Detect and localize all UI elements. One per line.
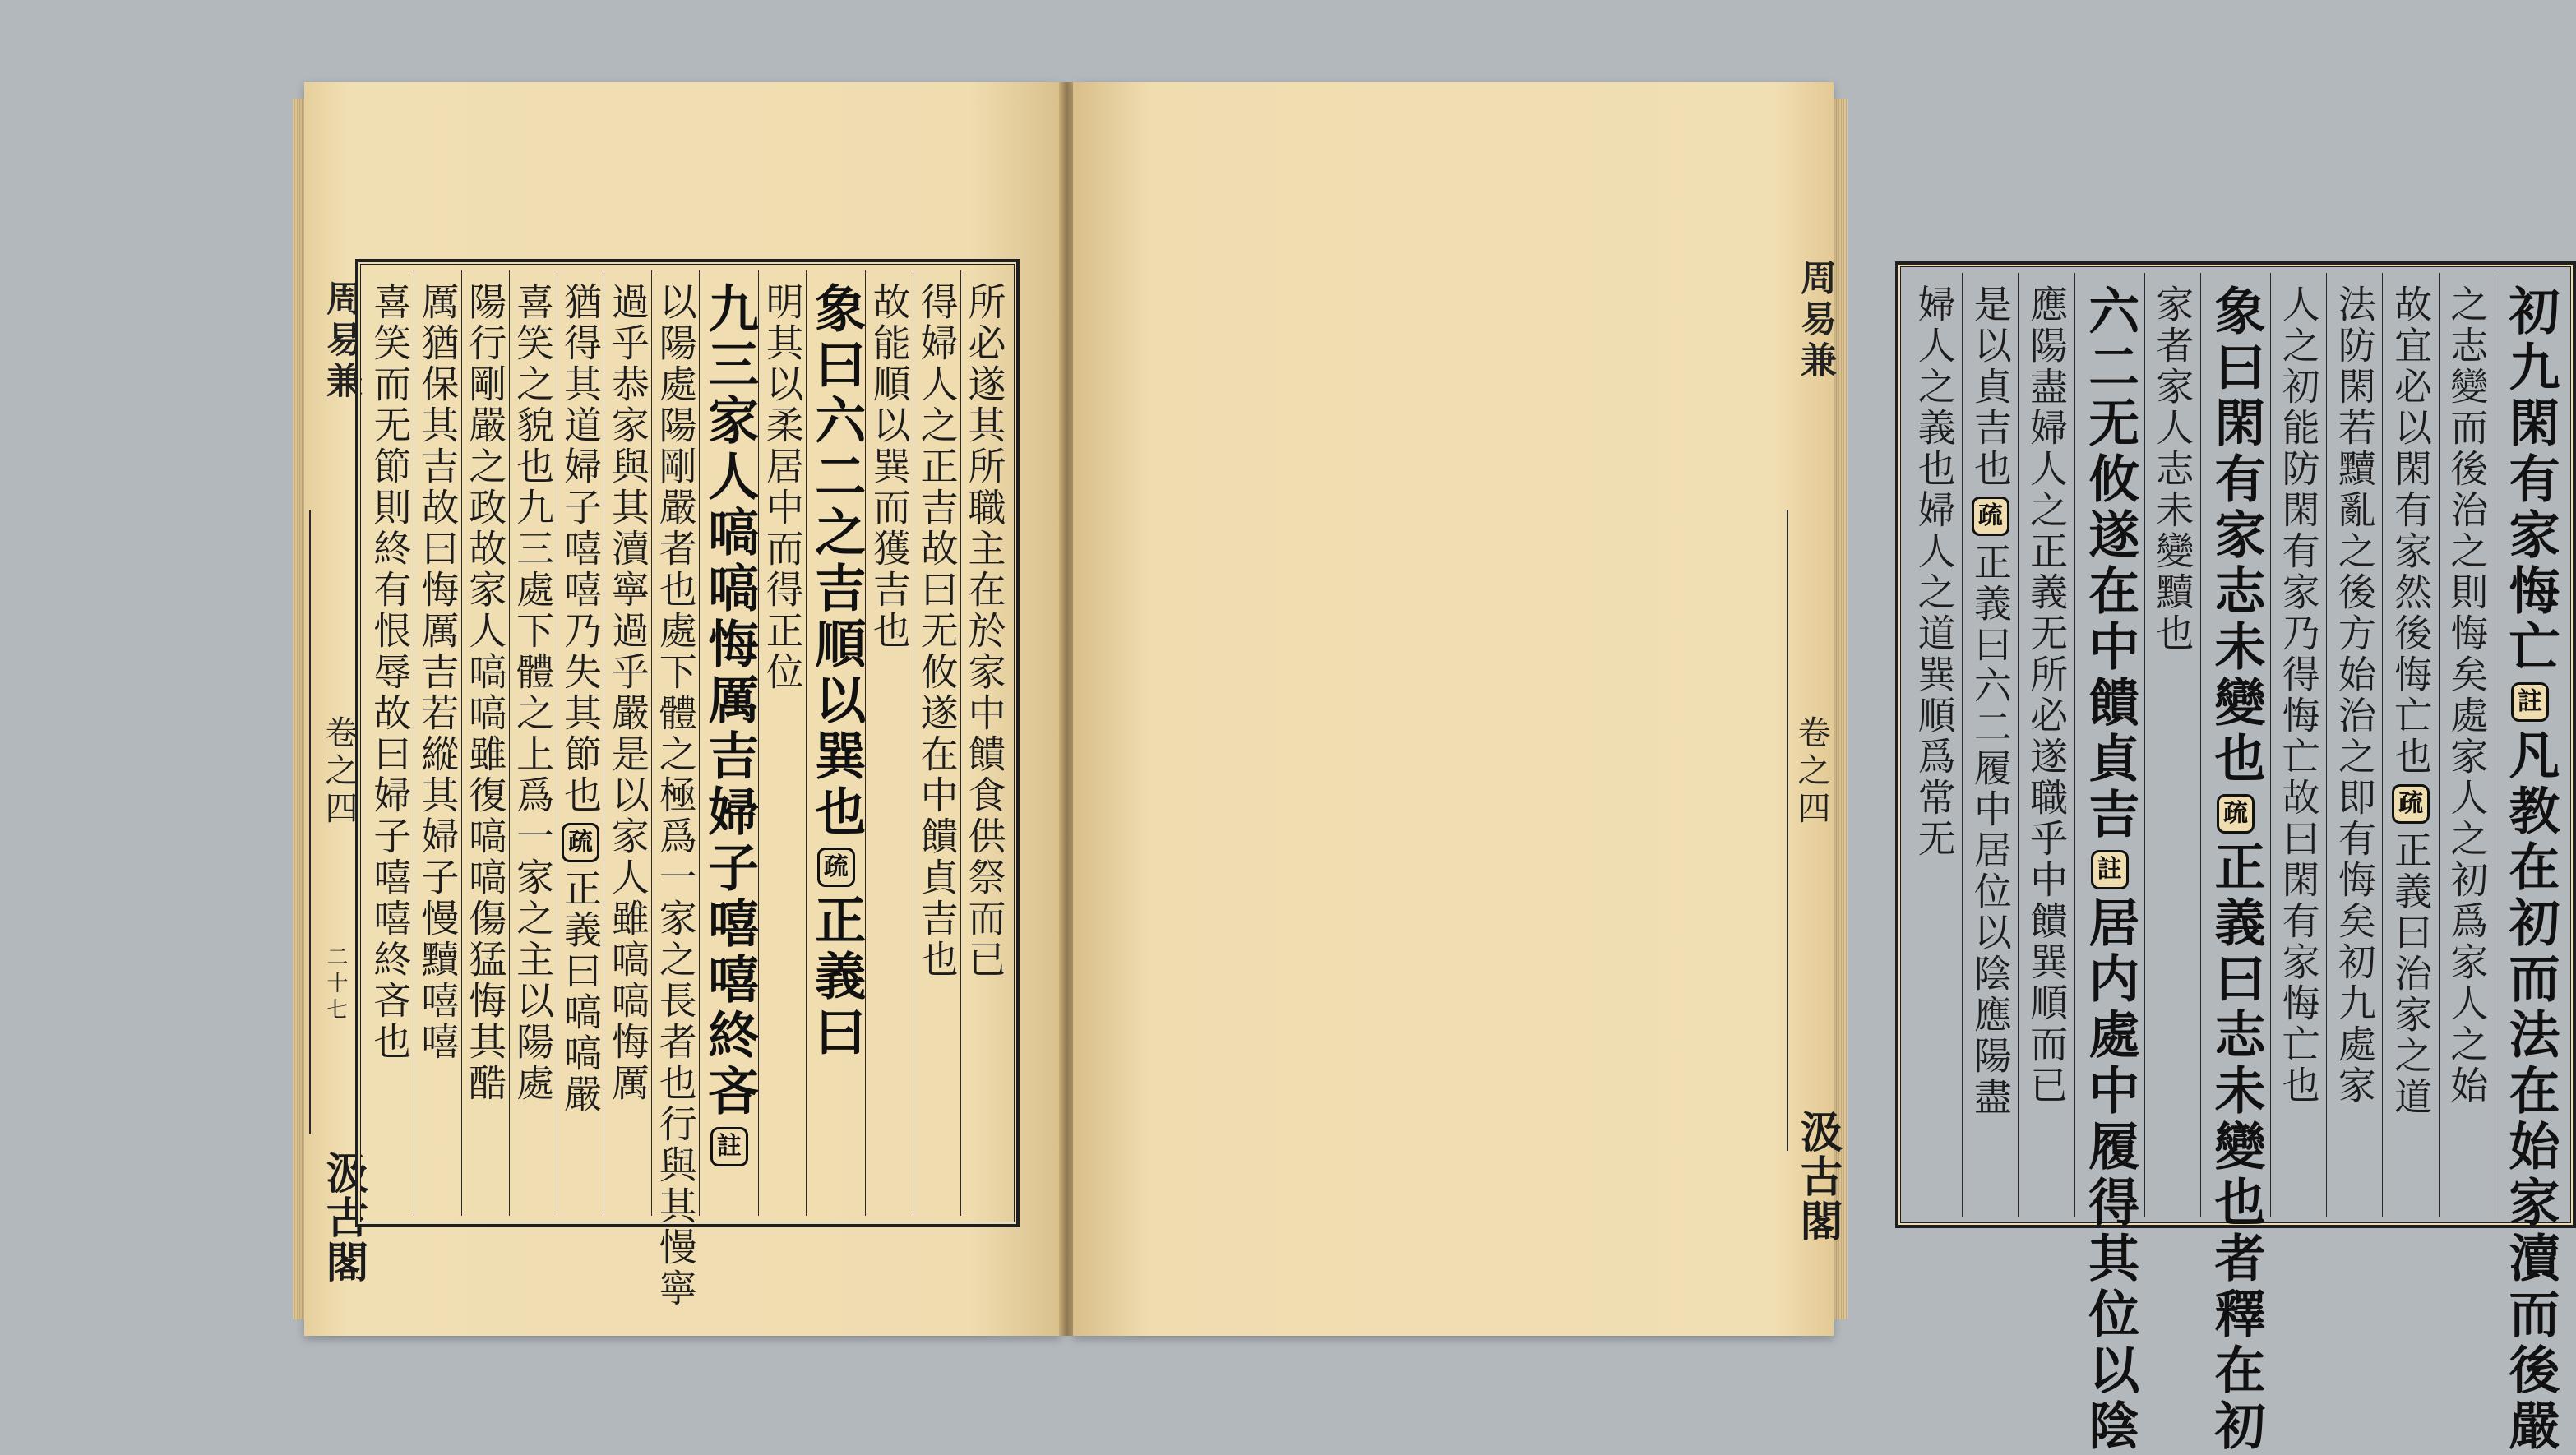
commentary-text: 之志變而後治之則悔矣處家人之初爲家人之始 [2444, 284, 2490, 1106]
left-column-2 [913, 270, 960, 1216]
subcommentary-marker: 疏 [817, 848, 855, 887]
classic-text: 凡教在初而法在始家瀆而後嚴 [2500, 728, 2560, 1455]
right-column-11 [1907, 273, 1962, 1217]
right-column-8 [2074, 273, 2144, 1455]
right-margin-volume: 卷之四 [1792, 715, 1830, 829]
subcommentary-marker: 疏 [562, 823, 599, 862]
annotation-marker: 註 [2091, 850, 2129, 889]
left-margin-page-number: 二十七 [323, 945, 348, 1024]
annotation-marker: 註 [2511, 682, 2549, 722]
right-column-6 [2200, 273, 2270, 1455]
classic-text: 初九閑有家悔亡 [2500, 284, 2560, 676]
right-margin-publisher: 汲古閣 [1792, 1110, 1843, 1243]
right-margin-rule [1787, 510, 1788, 1151]
left-column-4 [806, 270, 865, 1216]
commentary-text: 法防閑若黷亂之後方始治之即有悔矣初九處家 [2332, 284, 2377, 1106]
subcommentary-marker: 疏 [2217, 794, 2255, 834]
left-margin-title: 周易兼 [320, 279, 362, 403]
commentary-text: 是以貞吉也 [1968, 284, 2013, 490]
commentary-text: 家者家人志未變黷也 [2150, 284, 2195, 654]
commentary-text: 過乎恭家與其瀆寧過乎嚴是以家人雖嗃嗃悔厲 [605, 282, 650, 1104]
left-column-7 [651, 270, 699, 1310]
commentary-text: 喜笑而无節則終有恨辱故曰婦子嘻嘻終吝也 [368, 282, 413, 1063]
left-margin-publisher: 汲古閣 [318, 1151, 368, 1284]
commentary-text: 故能順以巽而獲吉也 [867, 282, 912, 652]
right-column-9 [2018, 273, 2074, 1217]
left-column-9 [557, 270, 604, 1216]
commentary-text: 故宜必以閑有家然後悔亡也 [2389, 284, 2434, 778]
left-column-1 [960, 270, 1008, 1216]
commentary-text: 應陽盡婦人之正義无所必遂職乎中饋巽順而已 [2024, 284, 2070, 1106]
classic-text: 九三家人嗃嗃悔厲吉婦子嘻嘻終吝 [699, 282, 760, 1120]
commentary-text: 喜笑之貌也九三處下體之上爲一家之主以陽處 [511, 282, 556, 1104]
right-text-frame [1895, 261, 2576, 1455]
right-column-1 [2495, 273, 2564, 1455]
right-column-7 [2144, 273, 2200, 1217]
commentary-text: 猶得其道婦子嘻嘻乃失其節也 [557, 282, 603, 816]
right-columns [1907, 273, 2564, 1455]
subcommentary-marker: 疏 [2392, 784, 2430, 824]
left-column-3 [865, 270, 913, 1216]
commentary-text: 正義曰治家之道 [2389, 830, 2434, 1118]
right-margin-title: 周易兼 [1794, 259, 1836, 382]
right-column-4 [2326, 273, 2382, 1217]
commentary-text: 正義曰六二履中居位以陰應陽盡 [1968, 543, 2013, 1118]
classic-text: 居内處中履得其位以陰 [2079, 896, 2140, 1455]
left-column-8 [604, 270, 651, 1216]
commentary-text: 得婦人之正吉故曰无攸遂在中饋貞吉也 [914, 282, 960, 981]
right-column-2 [2439, 273, 2495, 1217]
open-book [304, 82, 2560, 1455]
classic-text: 六二无攸遂在中饋貞吉 [2079, 284, 2140, 843]
left-margin-volume: 卷之四 [320, 715, 358, 829]
commentary-text: 陽行剛嚴之政故家人嗃嗃雖復嗃嗃傷猛悔其酷 [463, 282, 508, 1104]
commentary-text: 正義曰嗃嗃嚴 [557, 869, 603, 1116]
left-columns [367, 270, 1008, 1310]
left-column-11 [461, 270, 509, 1216]
right-column-10 [1962, 273, 2018, 1217]
classic-text: 象曰六二之吉順以巽也 [806, 282, 867, 841]
left-column-10 [509, 270, 557, 1216]
left-text-frame [355, 259, 1020, 1310]
commentary-text: 所必遂其所職主在於家中饋食供祭而已 [962, 282, 1007, 981]
right-page [1073, 82, 2560, 1455]
left-margin-rule [309, 510, 311, 1134]
commentary-text: 人之初能防閑有家乃得悔亡故曰閑有家悔亡也 [2276, 284, 2321, 1106]
commentary-text: 婦人之義也婦人之道巽順爲常无 [1912, 284, 1957, 860]
left-page [304, 82, 1061, 1336]
classic-text: 正義曰 [806, 894, 867, 1061]
commentary-text: 厲猶保其吉故曰悔厲吉若縱其婦子慢黷嘻嘻 [415, 282, 460, 1063]
right-column-5 [2270, 273, 2326, 1217]
left-column-6 [699, 270, 758, 1216]
classic-text: 象曰閑有家志未變也 [2205, 284, 2266, 788]
right-column-3 [2382, 273, 2438, 1217]
commentary-text: 以陽處陽剛嚴者也處下體之極爲一家之長者也行與其慢寧 [653, 282, 698, 1310]
left-column-5 [758, 270, 806, 1216]
classic-text: 正義曰志未變也者釋在初 [2205, 840, 2266, 1455]
left-column-13 [367, 270, 414, 1216]
subcommentary-marker: 疏 [1972, 497, 2009, 536]
left-column-12 [414, 270, 461, 1216]
annotation-marker: 註 [710, 1127, 748, 1166]
commentary-text: 明其以柔居中而得正位 [760, 282, 805, 693]
